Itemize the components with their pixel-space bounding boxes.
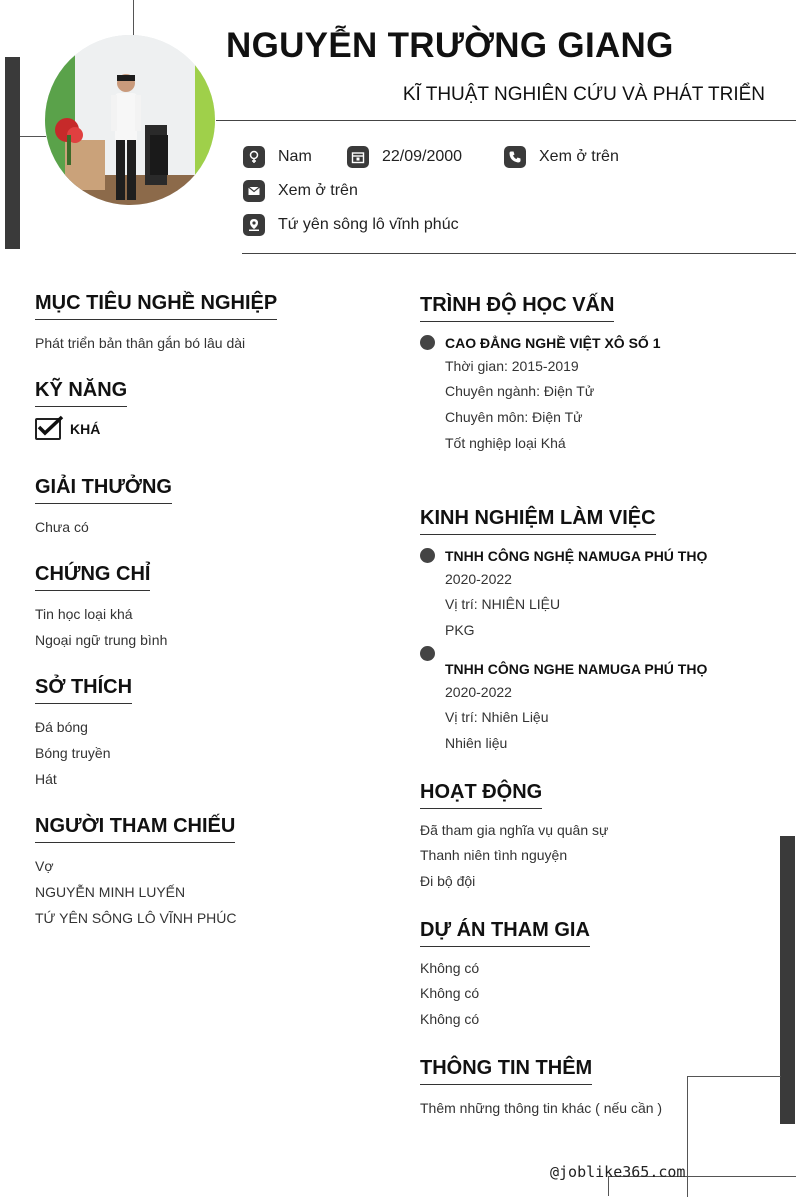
- decor-line-photo: [20, 136, 46, 137]
- gender-value: Nam: [278, 148, 312, 165]
- education-line: Thời gian: 2015-2019: [445, 358, 579, 374]
- experience-company: TNHH CÔNG NGHỆ NAMUGA PHÚ THỌ: [445, 548, 708, 564]
- reference-item: TỨ YÊN SÔNG LÔ VĨNH PHÚC: [35, 910, 237, 926]
- education-line: Tốt nghiệp loại Khá: [445, 435, 566, 451]
- education-school: CAO ĐẲNG NGHỀ VIỆT XÔ SỐ 1: [445, 335, 661, 351]
- skill-item: [35, 418, 100, 440]
- timeline-dot: [420, 335, 435, 350]
- hobby-item: Bóng truyền: [35, 745, 111, 761]
- watermark: @joblike365.com: [550, 1163, 686, 1181]
- reference-item: NGUYỄN MINH LUYẾN: [35, 884, 186, 900]
- calendar-icon: [347, 146, 369, 168]
- references-heading: NGƯỜI THAM CHIẾU: [35, 815, 235, 843]
- email-icon: [243, 180, 265, 202]
- project-item: Không có: [420, 1011, 480, 1027]
- additional-heading: THÔNG TIN THÊM: [420, 1057, 592, 1085]
- experience-position: Vị trí: Nhiên Liệu: [445, 709, 549, 725]
- info-birthday: [347, 146, 462, 168]
- experience-period: 2020-2022: [445, 571, 512, 587]
- certificates-heading: CHỨNG CHỈ: [35, 563, 150, 591]
- timeline-dot: [420, 548, 435, 563]
- experience-desc: PKG: [445, 622, 475, 638]
- phone-icon: [504, 146, 526, 168]
- decor-line-top: [133, 0, 134, 36]
- decor-bar-right: [780, 836, 795, 1124]
- info-phone: [504, 146, 619, 168]
- activity-item: Đã tham gia nghĩa vụ quân sự: [420, 822, 609, 838]
- info-divider: [242, 253, 796, 254]
- info-gender: [243, 146, 312, 168]
- award-item: Chưa có: [35, 519, 89, 535]
- experience-heading: KINH NGHIỆM LÀM VIỆC: [420, 507, 656, 535]
- hobby-item: Đá bóng: [35, 719, 88, 735]
- certificate-item: Ngoại ngữ trung bình: [35, 632, 168, 648]
- profile-photo: [45, 35, 215, 205]
- hobbies-heading: SỞ THÍCH: [35, 676, 132, 704]
- education-line: Chuyên ngành: Điện Tử: [445, 383, 595, 399]
- hobby-item: Hát: [35, 771, 57, 787]
- reference-item: Vợ: [35, 858, 54, 874]
- objective-text: Phát triển bản thân gắn bó lâu dài: [35, 335, 246, 351]
- gender-icon: [243, 146, 265, 168]
- experience-period: 2020-2022: [445, 684, 512, 700]
- address-value: Tứ yên sông lô vĩnh phúc: [278, 216, 459, 233]
- checkbox-icon: [35, 418, 61, 440]
- timeline-dot: [420, 646, 435, 661]
- header-divider: [216, 120, 796, 121]
- project-item: Không có: [420, 985, 480, 1001]
- objective-heading: MỤC TIÊU NGHỀ NGHIỆP: [35, 292, 277, 320]
- birthday-value: 22/09/2000: [382, 148, 463, 165]
- certificate-item: Tin học loại khá: [35, 606, 133, 622]
- experience-company: TNHH CÔNG NGHE NAMUGA PHÚ THỌ: [445, 661, 708, 677]
- info-email: [243, 180, 358, 202]
- phone-value: Xem ở trên: [539, 148, 619, 165]
- activities-heading: HOẠT ĐỘNG: [420, 781, 542, 809]
- projects-heading: DỰ ÁN THAM GIA: [420, 919, 590, 947]
- education-heading: TRÌNH ĐỘ HỌC VẤN: [420, 294, 614, 322]
- email-value: Xem ở trên: [278, 182, 358, 199]
- job-title: KĨ THUẬT NGHIÊN CỨU VÀ PHÁT TRIỂN: [402, 84, 765, 105]
- decor-corner-box: [687, 1076, 781, 1197]
- location-icon: [243, 214, 265, 236]
- experience-position: Vị trí: NHIÊN LIỆU: [445, 596, 561, 612]
- skills-heading: KỸ NĂNG: [35, 379, 127, 407]
- education-line: Chuyên môn: Điện Tử: [445, 409, 583, 425]
- experience-desc: Nhiên liệu: [445, 735, 508, 751]
- activity-item: Đi bộ đội: [420, 873, 476, 889]
- additional-text: Thêm những thông tin khác ( nếu cần ): [420, 1100, 663, 1116]
- decor-bar-left: [5, 57, 20, 249]
- candidate-name: NGUYỄN TRƯỜNG GIANG: [226, 26, 674, 65]
- skill-label: KHÁ: [70, 421, 101, 437]
- project-item: Không có: [420, 960, 480, 976]
- activity-item: Thanh niên tình nguyện: [420, 847, 568, 863]
- info-address: [243, 214, 459, 236]
- awards-heading: GIẢI THƯỞNG: [35, 476, 172, 504]
